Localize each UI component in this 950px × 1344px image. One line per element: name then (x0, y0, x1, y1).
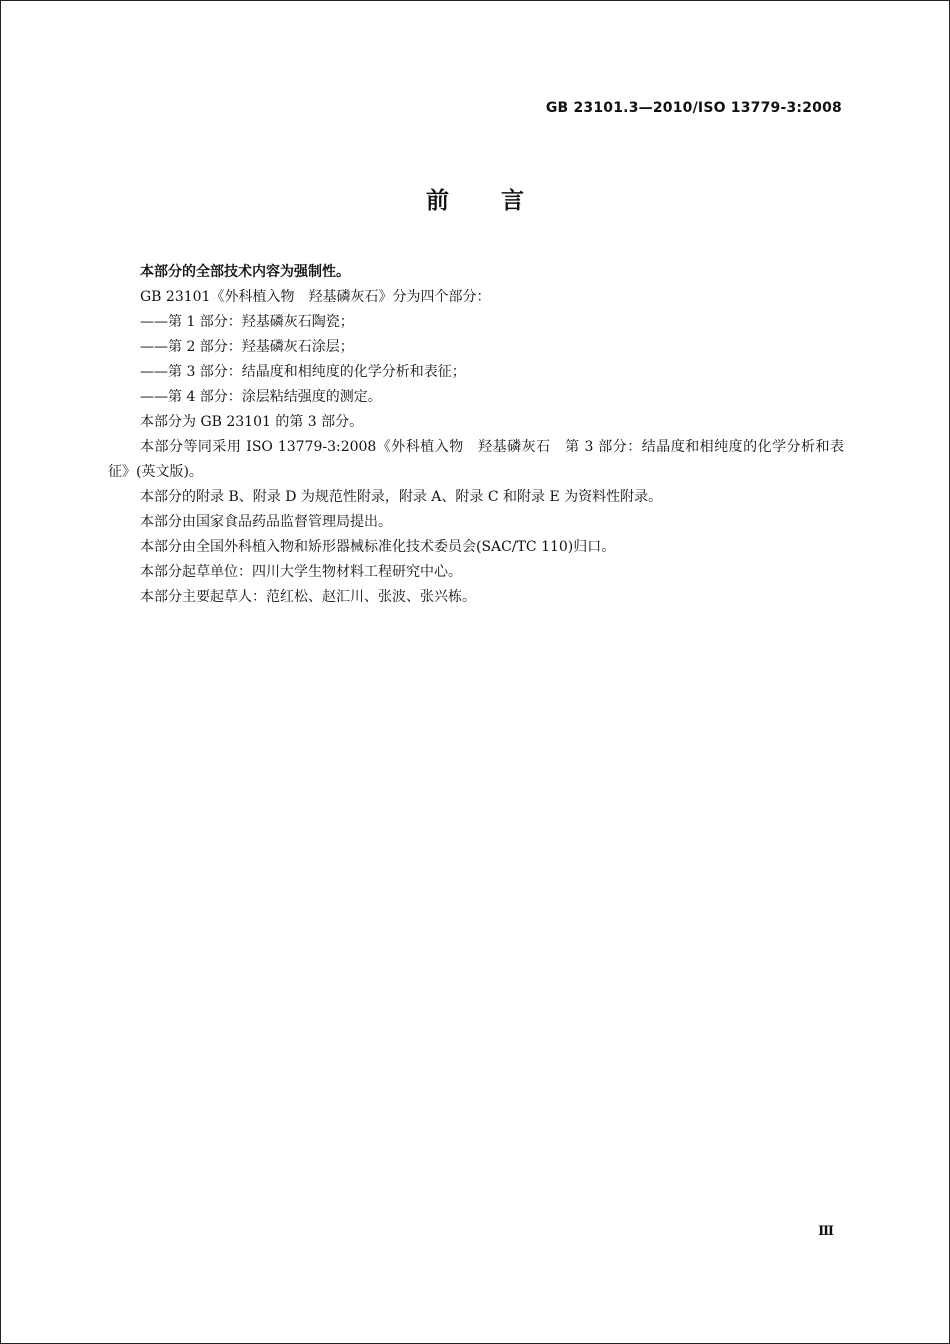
standard-number: GB 23101.3—2010/ISO 13779-3:2008 (545, 100, 842, 116)
paragraph-centralized-by: 本部分由全国外科植入物和矫形器械标准化技术委员会(SAC/TC 110)归口。 (140, 539, 616, 555)
list-item-part-2: ——第 2 部分：羟基磷灰石涂层； (140, 339, 354, 355)
paragraph-annexes: 本部分的附录 B、附录 D 为规范性附录，附录 A、附录 C 和附录 E 为资料性附录。 (140, 489, 663, 505)
paragraph-parts-intro: GB 23101《外科植入物 羟基磷灰石》分为四个部分： (140, 289, 491, 305)
paragraph-proposed-by: 本部分由国家食品药品监督管理局提出。 (140, 514, 392, 530)
title-char-1: 前 (426, 188, 449, 214)
page-title (0, 182, 950, 215)
list-item-part-4: ——第 4 部分：涂层粘结强度的测定。 (140, 389, 382, 405)
page-number: Ⅲ (818, 1224, 834, 1239)
preface-body (108, 260, 844, 610)
paragraph-drafting-unit: 本部分起草单位：四川大学生物材料工程研究中心。 (140, 564, 462, 580)
paragraph-this-part: 本部分为 GB 23101 的第 3 部分。 (140, 414, 364, 430)
paragraph-iso-adoption: 本部分等同采用 ISO 13779-3:2008《外科植入物 羟基磷灰石 第 3 部分：结晶度和相纯度的化学分析和表征》(英文版)。 (108, 439, 844, 480)
title-char-2: 言 (501, 188, 524, 214)
list-item-part-1: ——第 1 部分：羟基磷灰石陶瓷； (140, 314, 354, 330)
paragraph-mandatory: 本部分的全部技术内容为强制性。 (140, 264, 350, 280)
list-item-part-3: ——第 3 部分：结晶度和相纯度的化学分析和表征； (140, 364, 466, 380)
paragraph-drafters: 本部分主要起草人：范红松、赵汇川、张波、张兴栋。 (140, 589, 476, 605)
